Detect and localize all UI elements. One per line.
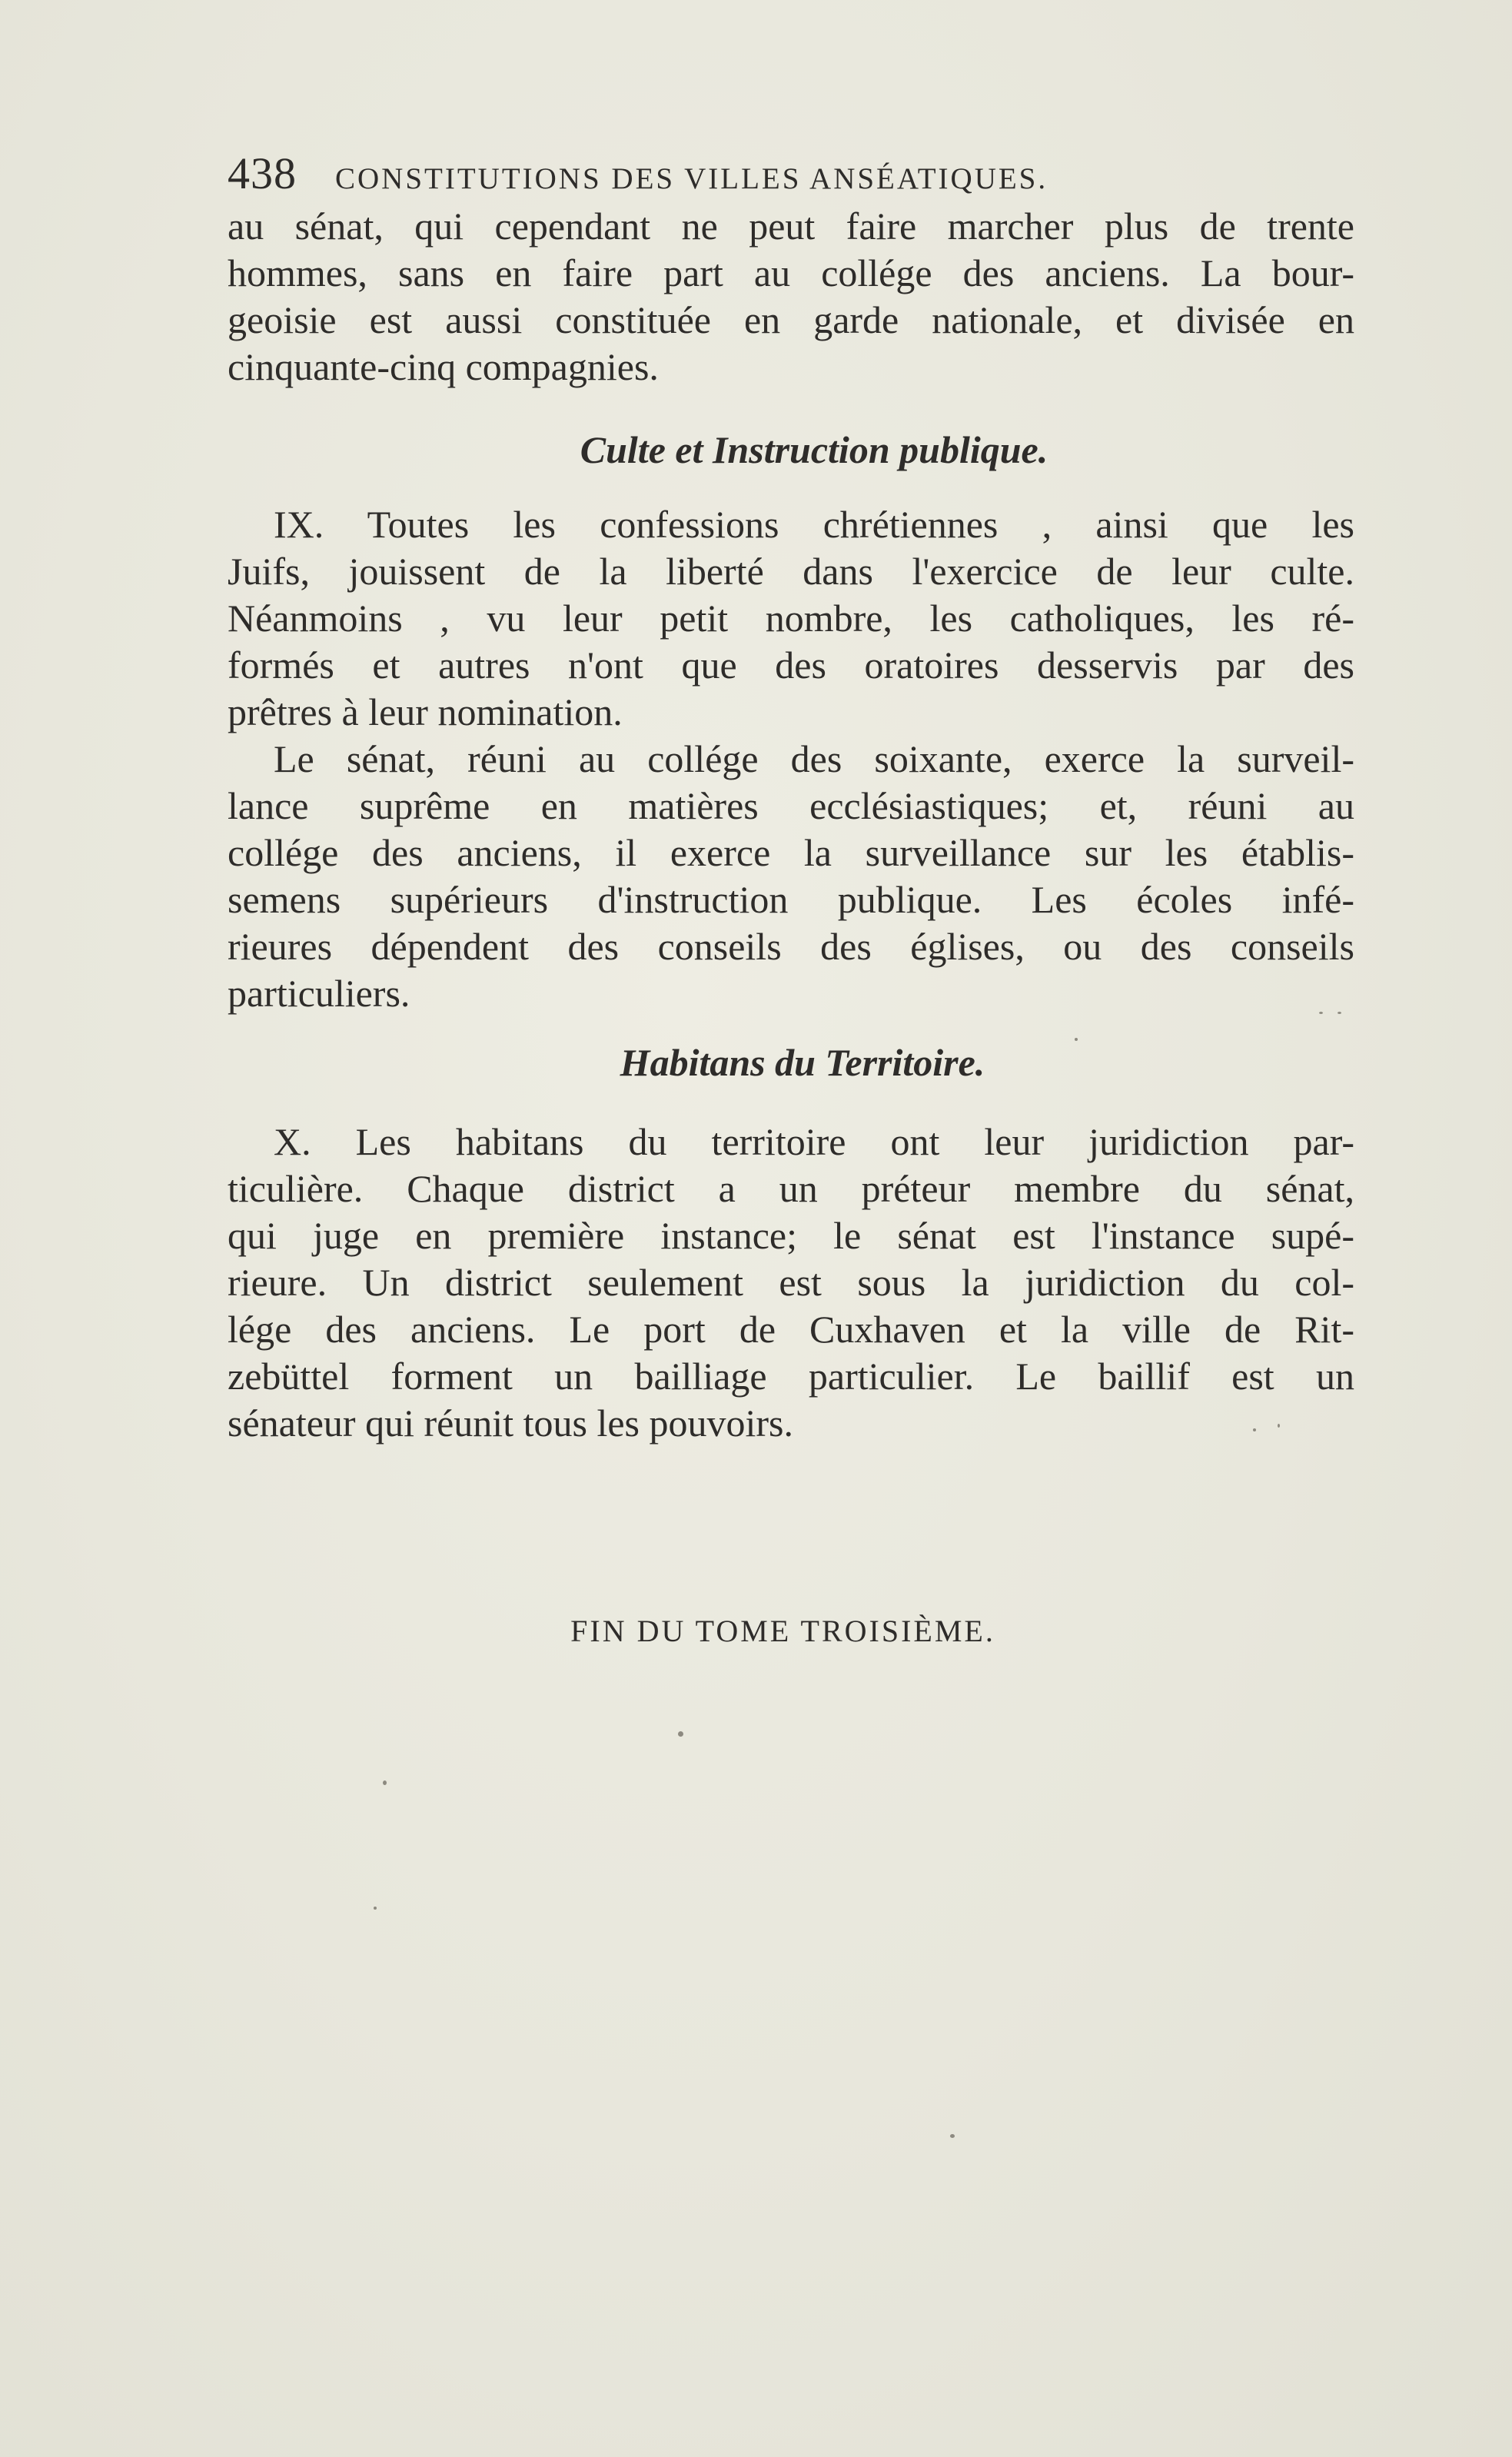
text-line: au sénat, qui cependant ne peut faire marcher plus de trente <box>228 204 1354 248</box>
page-number: 438 <box>228 148 297 198</box>
text-line: sénateur qui réunit tous les pouvoirs. <box>228 1401 793 1445</box>
text-line: formés et autres n'ont que des oratoires desservis par des <box>228 643 1354 687</box>
paper-speck <box>383 1780 387 1785</box>
paper-speck <box>1278 1424 1280 1428</box>
paragraph-garde-nationale <box>228 203 1354 391</box>
text-line: Le sénat, réuni au collége des soixante, exerce la surveil- <box>274 737 1354 780</box>
paper-speck <box>678 1731 683 1737</box>
end-of-volume-note: FIN DU TOME TROISIÈME. <box>570 1614 995 1648</box>
paper-speck <box>1075 1038 1078 1041</box>
paragraph-article-x <box>228 1119 1354 1447</box>
text-line: collége des anciens, il exerce la surveillance sur les établis- <box>228 831 1354 874</box>
paragraph-article-ix <box>228 501 1354 736</box>
text-line: ticulière. Chaque district a un préteur membre du sénat, <box>228 1167 1354 1210</box>
section-heading-culte: Culte et Instruction publique. <box>580 428 1048 471</box>
text-line: IX. Toutes les confessions chrétiennes , ainsi que les <box>274 503 1354 546</box>
text-line: geoisie est aussi constituée en garde nationale, et divisée en <box>228 298 1354 341</box>
text-line: cinquante-cinq compagnies. <box>228 345 659 388</box>
text-line: rieure. Un district seulement est sous la juridiction du col- <box>228 1261 1354 1304</box>
paper-speck <box>1338 1012 1341 1014</box>
text-line: prêtres à leur nomination. <box>228 690 623 733</box>
text-line: X. Les habitans du territoire ont leur juridiction par- <box>274 1120 1354 1163</box>
text-line: rieures dépendent des conseils des églises, ou des conseils <box>228 925 1354 968</box>
text-line: hommes, sans en faire part au collége des anciens. La bour- <box>228 251 1354 294</box>
text-line: lance suprême en matières ecclésiastiques; et, réuni au <box>228 784 1354 827</box>
text-line: semens supérieurs d'instruction publique. Les écoles infé- <box>228 878 1354 921</box>
paper-speck <box>950 2134 955 2138</box>
running-head <box>228 148 1354 203</box>
text-line: Néanmoins , vu leur petit nombre, les catholiques, les ré- <box>228 597 1354 640</box>
section-heading-habitans: Habitans du Territoire. <box>620 1041 985 1084</box>
paper-speck <box>374 1907 377 1910</box>
paper-speck <box>1253 1428 1256 1431</box>
text-line: lége des anciens. Le port de Cuxhaven et la ville de Rit- <box>228 1308 1354 1351</box>
running-title: CONSTITUTIONS DES VILLES ANSÉATIQUES. <box>335 162 1048 195</box>
text-line: zebüttel forment un bailliage particulier. Le baillif est un <box>228 1355 1354 1398</box>
text-line: Juifs, jouissent de la liberté dans l'exercice de leur culte. <box>228 550 1354 593</box>
text-line: qui juge en première instance; le sénat est l'instance supé- <box>228 1214 1354 1257</box>
paragraph-senat-surveillance <box>228 736 1354 1017</box>
paper-speck <box>1319 1012 1323 1014</box>
text-block <box>228 148 1354 1447</box>
text-line: particuliers. <box>228 972 410 1015</box>
